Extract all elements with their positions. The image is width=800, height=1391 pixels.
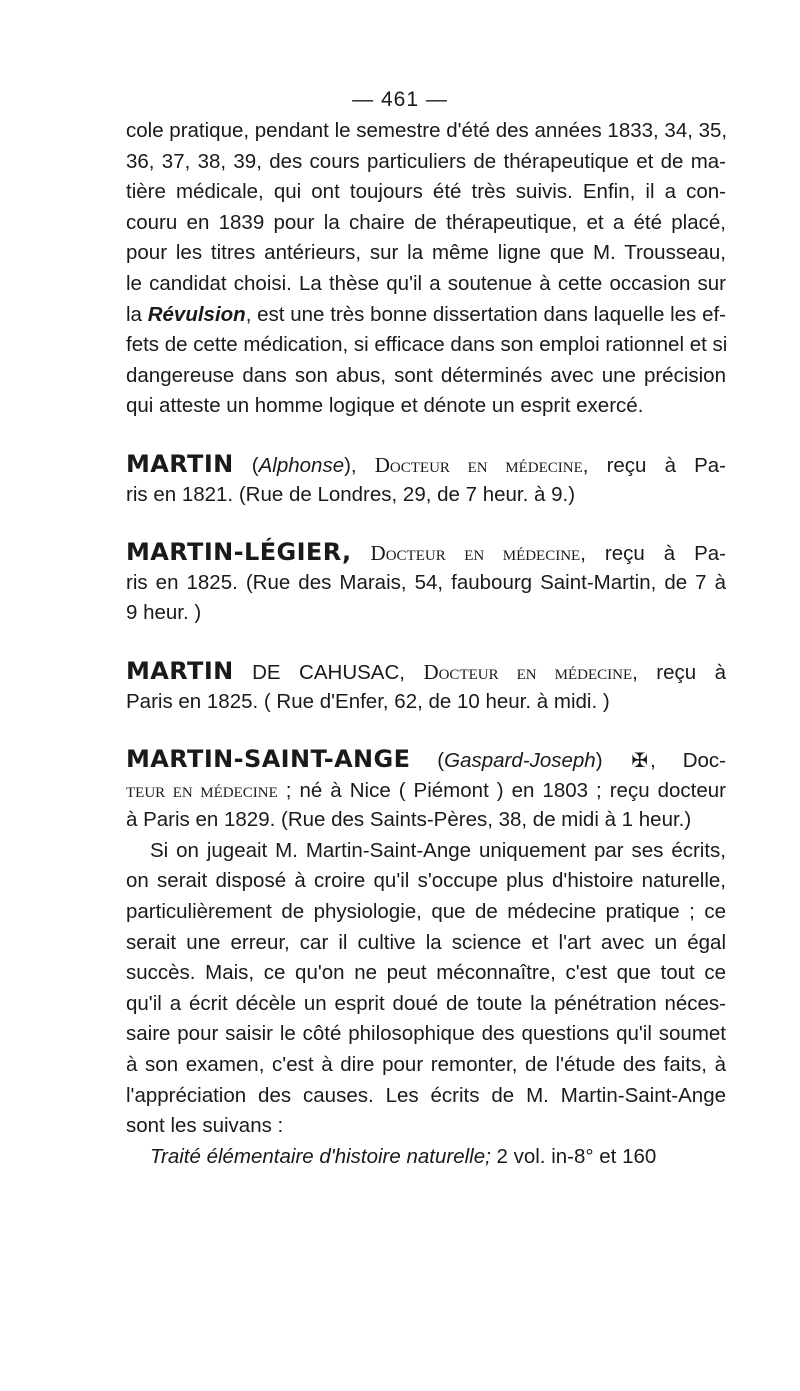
entry-name: MARTIN-LÉGIER, — [126, 538, 352, 567]
entry-name-rest: DE CAHUSAC, — [233, 660, 424, 684]
text-line: sont les suivans : — [126, 1114, 284, 1138]
text-line — [126, 300, 726, 331]
entry-title: Docteur en médecine — [370, 541, 581, 566]
thesis-title: Révulsion — [147, 302, 246, 326]
text-line: à Paris en 1829. (Rue des Saints-Pères, 38, de midi à 1 heur.) — [126, 808, 692, 832]
entry-martin-legier — [126, 537, 726, 629]
text-line: Paris en 1825. ( Rue d'Enfer, 62, de 10 heur. à midi. ) — [126, 689, 610, 713]
paragraph-continuation — [126, 116, 726, 422]
text-line — [126, 775, 726, 806]
entry-given-name: Alphonse — [258, 453, 345, 477]
text-line: qu'il a écrit décèle un esprit doué de toute la pénétration néces- — [126, 991, 726, 1015]
page-text-body — [126, 116, 726, 1172]
entry-heading-line — [126, 656, 726, 687]
entry-heading-line — [126, 537, 726, 568]
legion-honour-cross-icon: ✠ — [631, 750, 649, 773]
text-line: qui atteste un homme logique et dénote un esprit exercé. — [126, 394, 644, 418]
text-line: ris en 1825. (Rue des Marais, 54, faubourg Saint-Martin, de 7 à — [126, 570, 726, 594]
text-line: 9 heur. ) — [126, 601, 202, 625]
text-line: Si on jugeait M. Martin-Saint-Ange uniquement par ses écrits, — [150, 838, 726, 862]
text-line: tière médicale, qui ont toujours été très suivis. Enfin, il a con- — [126, 180, 726, 204]
entry-name: MARTIN — [126, 449, 234, 478]
entry-title: teur en médecine — [126, 777, 278, 802]
text-line: couru en 1839 pour la chaire de thérapeutique, et a été placé, — [126, 210, 726, 234]
text-line: saire pour saisir le côté philosophique des questions qu'il soumet — [126, 1022, 726, 1046]
entry-title: Docteur en médecine — [423, 659, 633, 684]
entry-heading-line: MARTIN (Alphonse), Docteur en médecine, reçu à Pa- — [126, 449, 727, 478]
text-line: le candidat choisi. La thèse qu'il a soutenue à cette occasion sur — [126, 271, 726, 295]
text-fragment: , est une très bonne dissertation dans laquelle les ef- — [245, 302, 726, 326]
entry-title: Docteur en médecine — [374, 452, 583, 477]
text-line: on serait disposé à croire qu'il s'occupe plus d'histoire naturelle, — [126, 869, 726, 893]
entry-given-name: Gaspard-Joseph — [444, 749, 596, 773]
text-fragment: , reçu à Pa- — [582, 453, 727, 477]
text-line: l'appréciation des causes. Les écrits de M. Martin-Saint-Ange — [126, 1083, 726, 1107]
text-line: pour les titres antérieurs, sur la même ligne que M. Trousseau, — [126, 241, 726, 265]
entry-martin-saint-ange — [126, 744, 726, 1172]
text-fragment: , reçu à Pa- — [580, 542, 726, 566]
text-fragment: la — [126, 302, 148, 326]
entry-name: MARTIN-SAINT-ANGE — [126, 745, 411, 774]
text-line: 36, 37, 38, 39, des cours particuliers de thérapeutique et de ma- — [126, 149, 726, 173]
text-line: particulièrement de physiologie, que de médecine pratique ; ce — [126, 900, 726, 924]
spacer — [126, 422, 726, 449]
text-fragment: , Doc- — [650, 749, 726, 773]
entry-heading-line: MARTIN-SAINT-ANGE (Gaspard-Joseph) ✠, Doc- — [126, 744, 726, 775]
text-fragment: , reçu à — [632, 660, 726, 684]
text-line: fets de cette médication, si efficace dans son emploi rationnel et si — [126, 333, 728, 357]
text-fragment: 2 vol. in-8° et 160 — [490, 1144, 657, 1168]
text-fragment: ; né à Nice ( Piémont ) en 1803 ; reçu docteur — [277, 778, 726, 802]
text-line: serait une erreur, car il cultive la science et l'art avec un égal — [126, 930, 726, 954]
spacer — [126, 629, 726, 656]
spacer — [126, 717, 726, 744]
entry-martin — [126, 449, 726, 510]
page-number: — 461 — — [352, 88, 448, 111]
entry-martin-de-cahusac — [126, 656, 726, 717]
entry-name: MARTIN — [126, 656, 234, 685]
text-line: cole pratique, pendant le semestre d'été des années 1833, 34, 35, — [126, 119, 728, 142]
text-line: dangereuse dans son abus, sont déterminés avec une précision — [126, 363, 726, 387]
book-title: Traité élémentaire d'histoire naturelle; — [150, 1144, 491, 1168]
text-line: succès. Mais, ce qu'on ne peut méconnaître, c'est que tout ce — [126, 961, 726, 985]
text-line — [126, 1142, 726, 1173]
spacer — [126, 510, 726, 537]
text-line: ris en 1821. (Rue de Londres, 29, de 7 heur. à 9.) — [126, 482, 576, 506]
text-line: à son examen, c'est à dire pour remonter, de l'étude des faits, à — [126, 1053, 726, 1077]
